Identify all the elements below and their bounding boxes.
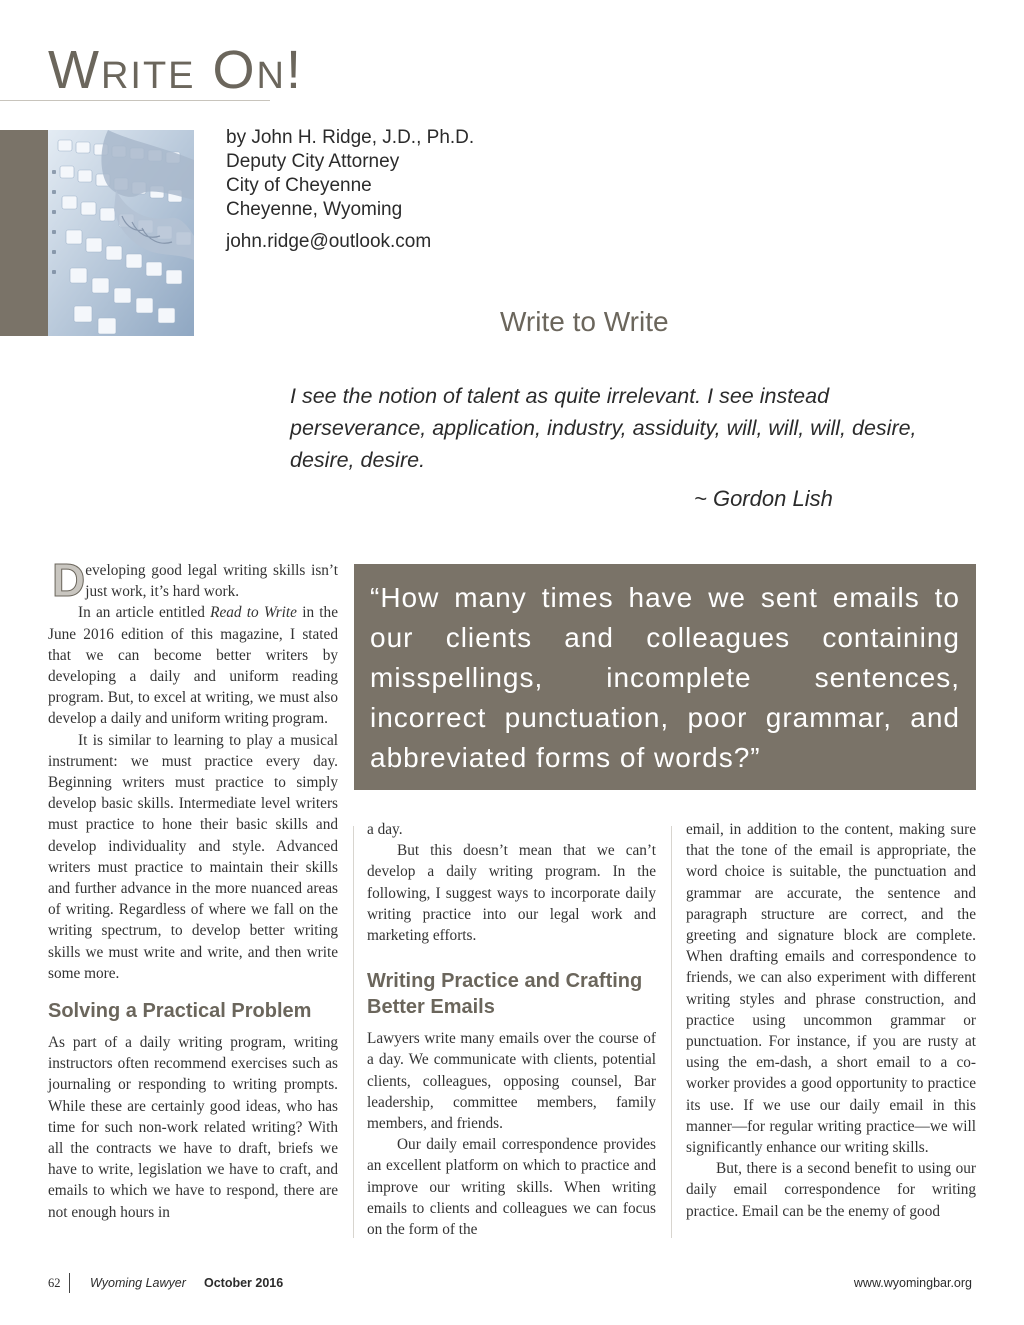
body-paragraph: But, there is a second benefit to using our daily email correspondence for writing practice. Email can be the enemy of good <box>686 1160 976 1220</box>
epigraph-author: ~ Gordon Lish <box>694 486 833 511</box>
pull-quote <box>354 564 976 790</box>
body-paragraph: Our daily email correspondence provides an excellent platform on which to practice and improve our writing skills. When writing emails to clients and colleagues we can focus on the form of the <box>367 1136 656 1239</box>
article-column-3 <box>686 819 976 1222</box>
issue-date: October 2016 <box>204 1276 284 1290</box>
epigraph-quote: I see the notion of talent as quite irrelevant. I see instead perseverance, application, industry, assiduity, will, will, will, desire, desire, desire. <box>290 384 917 472</box>
section-heading: Writing Practice and Crafting Better Emails <box>367 970 643 1019</box>
author-email: john.ridge@outlook.com <box>226 231 432 252</box>
page-title: Write On! <box>48 40 303 100</box>
article-column-1 <box>48 540 338 1223</box>
page-number: 62 <box>48 1276 61 1290</box>
pull-quote-text: “How many times have we sent emails to our clients and colleagues containing misspellings, incomplete sentences, incorrect punctuation, poor grammar, and abbreviated forms of words?” <box>370 582 960 773</box>
body-paragraph: Developing good legal writing skills isn’t just work, it’s hard work. <box>52 554 338 606</box>
body-paragraph: But this doesn’t mean that we can’t develop a daily writing program. In the following, I suggest ways to incorporate daily writing practice into our legal work and marketing efforts. <box>367 842 656 945</box>
author-name: by John H. Ridge, J.D., Ph.D. <box>226 127 475 148</box>
article-reference-title: Read to Write <box>210 604 297 622</box>
author-employer: City of Cheyenne <box>226 175 372 196</box>
body-paragraph: Lawyers write many emails over the course of a day. We communicate with clients, potential clients, colleagues, opposing counsel, Bar leadership, committee members, family members, and friends. <box>367 1030 656 1133</box>
author-byline <box>226 126 474 254</box>
column-divider <box>353 826 354 1238</box>
body-paragraph: a day. <box>367 821 403 838</box>
page-footer <box>48 1276 976 1292</box>
keyboard-photo <box>48 130 194 336</box>
body-paragraph: email, in addition to the content, making sure that the tone of the email is appropriate, the word choice is suitable, the punctuation and grammar are accurate, the sentence and paragraph structure are correct, and the greeting and signature block are complete. When drafting emails and correspondence to friends, we can also experiment with different writing styles and phrase construction, and practice using uncommon grammar or punctuation. For instance, if you are rusty at using the em-dash, a short email to a co-worker provides a good opportunity to practice its use. If we use our daily email in this manner—for regular writing practice—we will significantly enhance our writing skills. <box>686 821 976 1157</box>
footer-divider <box>69 1273 70 1293</box>
body-paragraph: It is similar to learning to play a musical instrument: we must practice every day. Beginning writers must practice to simply develop basic skills. Intermediate level writers must practice to hone their basic skills and develop individuality and style. Advanced writers must practice to maintain their skills and further advance in the more nuanced areas of writing. Regardless of where we fall on the writing spectrum, to develop better writing skills we must write and write, and then write some more. <box>48 731 338 982</box>
author-title: Deputy City Attorney <box>226 151 400 172</box>
website-link[interactable]: www.wyomingbar.org <box>853 1276 972 1290</box>
column-divider <box>671 826 672 1238</box>
section-heading: Solving a Practical Problem <box>48 1000 312 1023</box>
article-column-2 <box>367 819 656 1240</box>
body-paragraph: As part of a daily writing program, writing instructors often recommend exercises such as journaling or responding to writing prompts. While these are certainly good ideas, who has time for such non-work related writing? With all the contracts we have to draft, briefs we have to write, legislation we have to craft, and emails to which we have to respond, there are not enough hours in <box>48 1034 338 1221</box>
accent-bar <box>0 130 48 336</box>
body-paragraph: In an article entitled Read to Write in the June 2016 edition of this magazine, I stated that we can become better writers by developing a daily and uniform reading program. But, to excel at writing, we must also develop a daily and uniform writing program. <box>48 604 338 728</box>
author-location: Cheyenne, Wyoming <box>226 199 403 220</box>
publication-name: Wyoming Lawyer <box>90 1276 186 1290</box>
drop-cap: D <box>52 554 86 606</box>
article-subtitle: Write to Write <box>500 306 669 337</box>
title-divider <box>0 100 270 101</box>
